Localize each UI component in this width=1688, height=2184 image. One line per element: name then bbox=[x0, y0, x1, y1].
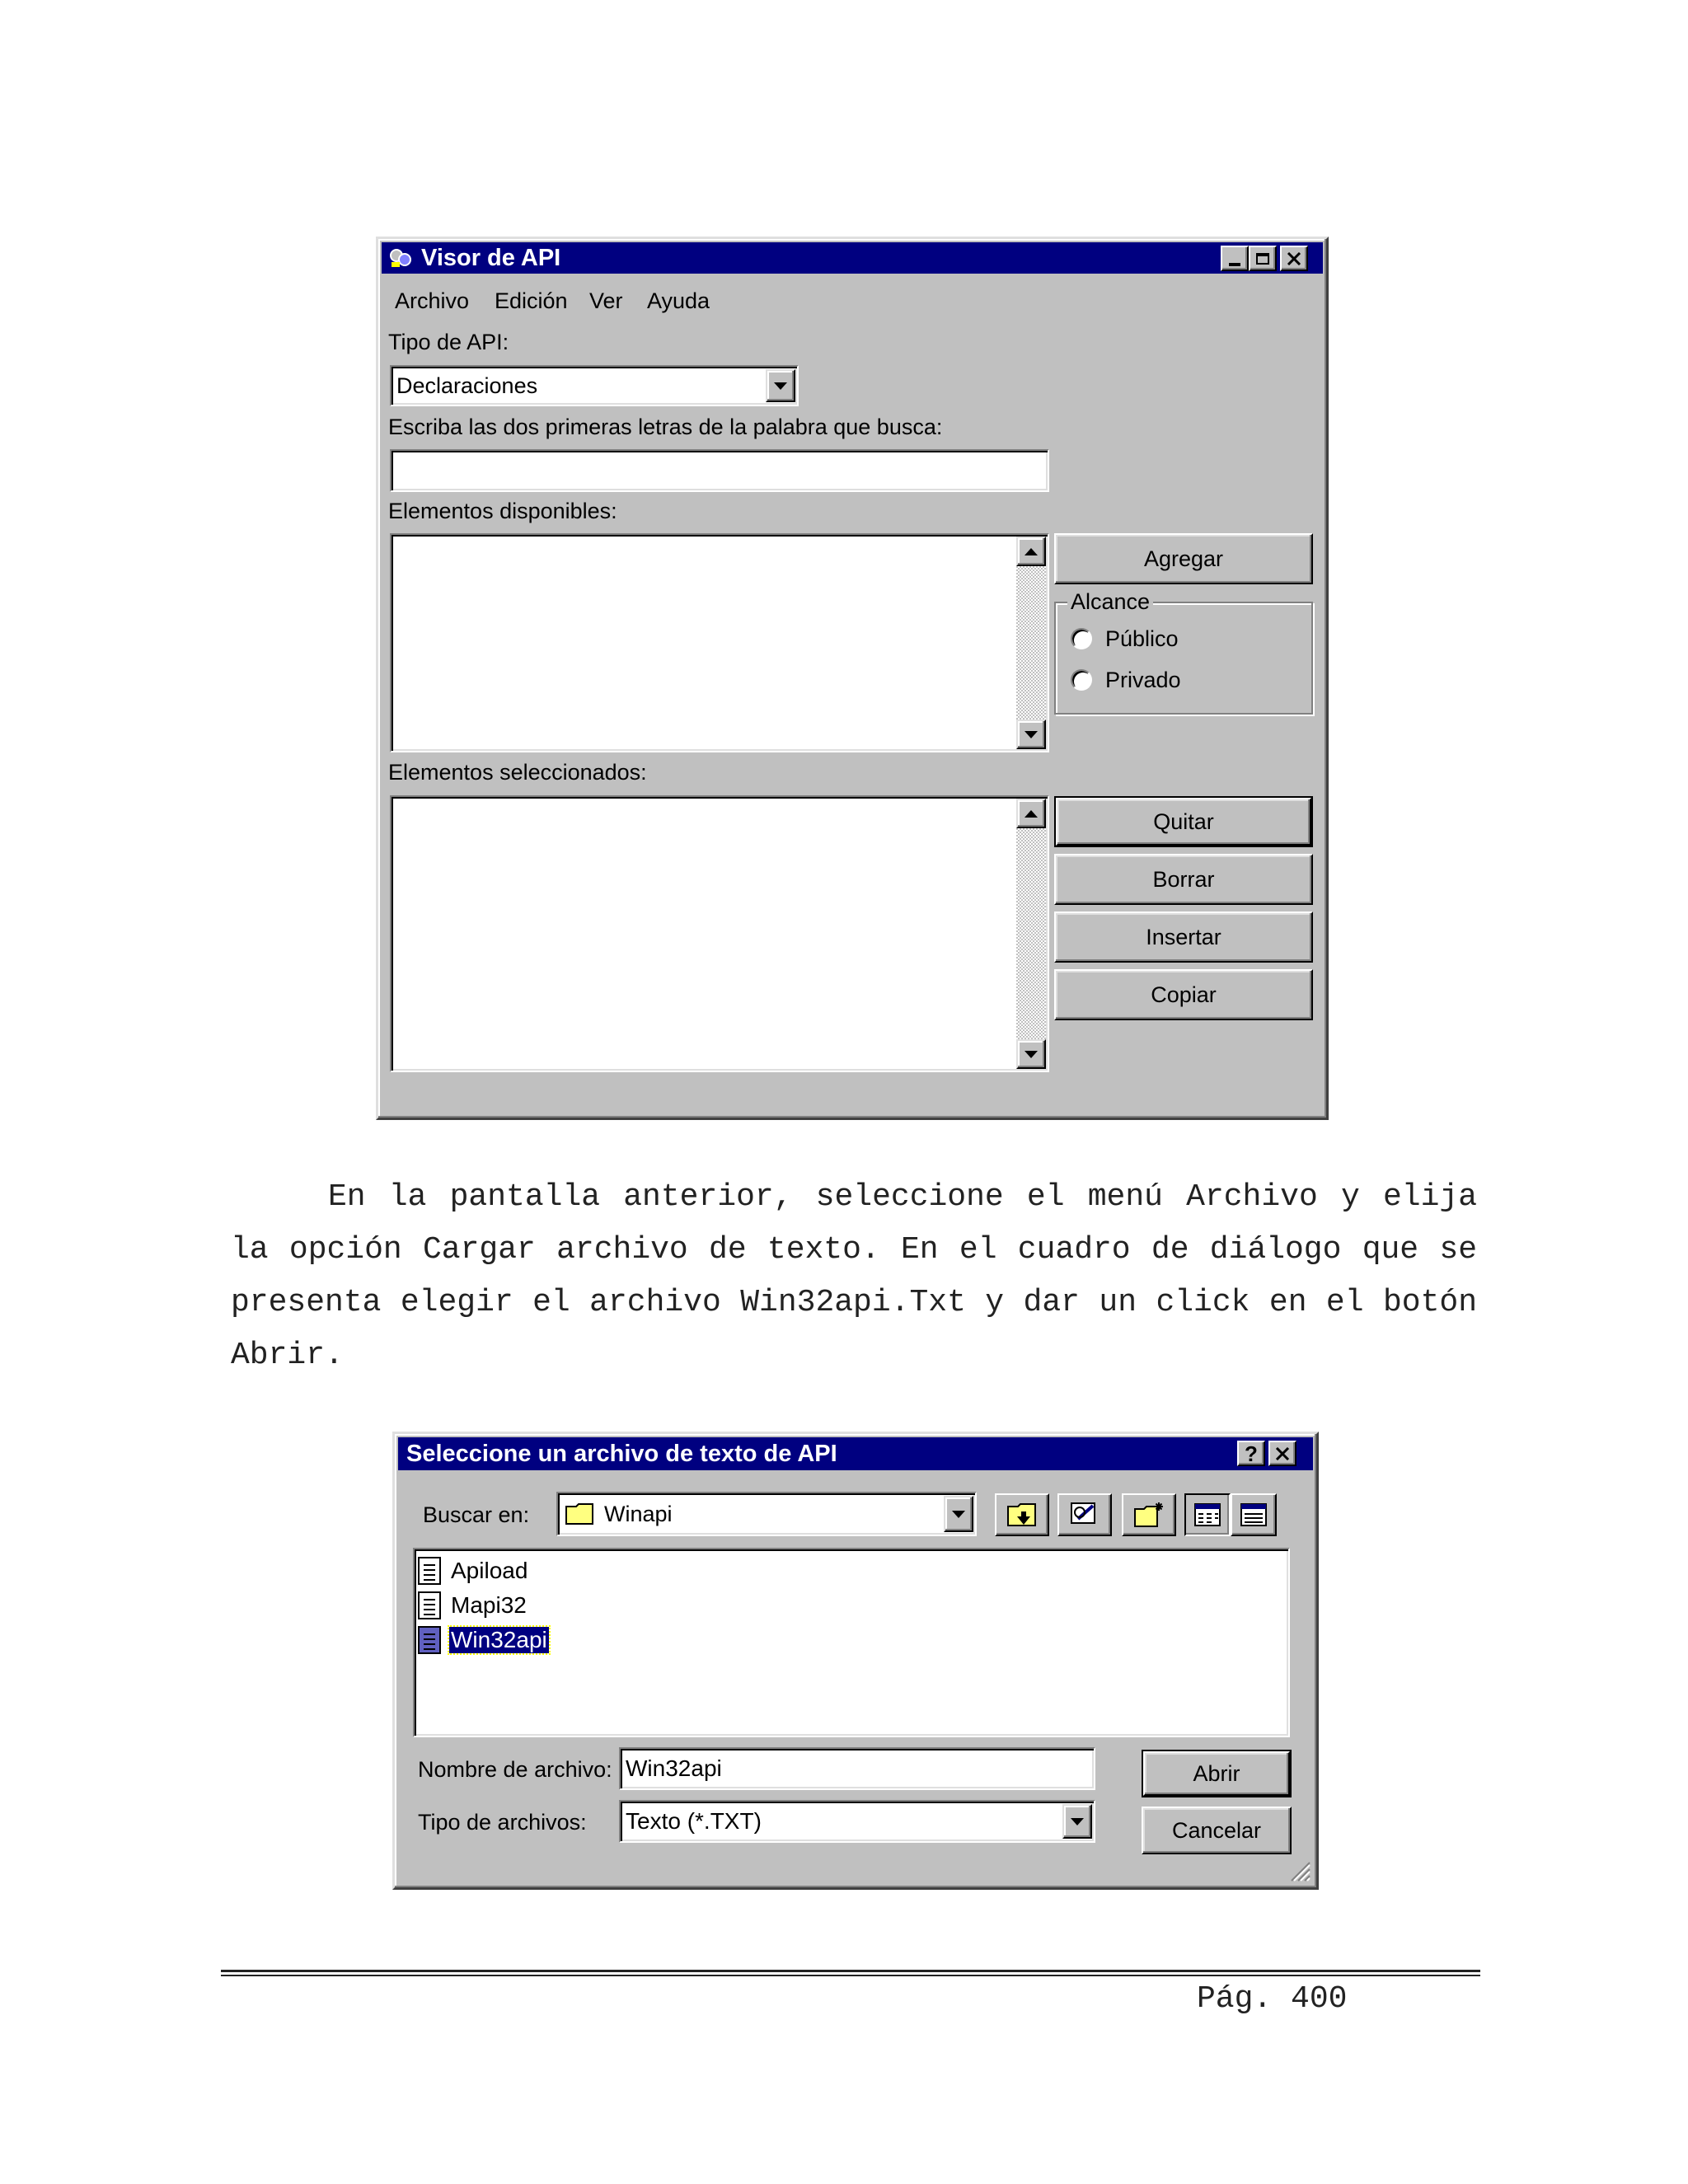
list-view-icon bbox=[1193, 1502, 1221, 1527]
seleccionados-listbox[interactable] bbox=[390, 795, 1049, 1072]
menu-archivo[interactable]: Archivo bbox=[395, 288, 470, 313]
api-viewer-window bbox=[376, 237, 1329, 1120]
details-view-icon bbox=[1240, 1502, 1268, 1527]
file-listview[interactable] bbox=[413, 1548, 1290, 1737]
arrow-down-icon bbox=[1025, 731, 1038, 738]
disponibles-listbox[interactable] bbox=[390, 533, 1049, 752]
tipo-archivos-select[interactable]: Texto (*.TXT) bbox=[619, 1800, 1095, 1843]
file-dialog-title: Seleccione un archivo de texto de API bbox=[406, 1440, 837, 1467]
new-folder-icon bbox=[1132, 1501, 1165, 1529]
list-item[interactable]: Mapi32 bbox=[418, 1591, 527, 1620]
menu-ayuda[interactable]: Ayuda bbox=[647, 288, 710, 313]
desktop-button[interactable] bbox=[1057, 1493, 1112, 1536]
chevron-down-icon bbox=[774, 382, 787, 390]
file-dialog-titlebar[interactable] bbox=[398, 1437, 1313, 1470]
list-view-button[interactable] bbox=[1184, 1493, 1231, 1536]
tipo-api-select[interactable]: Declaraciones bbox=[390, 365, 799, 406]
insertar-button[interactable]: Insertar bbox=[1054, 912, 1313, 963]
details-view-button[interactable] bbox=[1231, 1493, 1277, 1536]
folder-icon bbox=[565, 1502, 596, 1526]
buscar-en-select[interactable]: Winapi bbox=[556, 1492, 977, 1536]
buscar-en-dropdown-button[interactable] bbox=[944, 1496, 973, 1532]
copiar-button[interactable]: Copiar bbox=[1054, 969, 1313, 1020]
help-button[interactable]: ? bbox=[1237, 1441, 1265, 1466]
alcance-label: Alcance bbox=[1067, 589, 1153, 615]
api-viewer-titlebar[interactable] bbox=[382, 242, 1323, 274]
text-file-icon bbox=[418, 1626, 441, 1654]
arrow-up-icon bbox=[1025, 810, 1038, 818]
alcance-group bbox=[1054, 602, 1313, 715]
close-icon bbox=[1275, 1447, 1290, 1460]
footer-rule bbox=[221, 1970, 1480, 1976]
nombre-archivo-input[interactable]: Win32api bbox=[619, 1747, 1095, 1790]
up-folder-button[interactable] bbox=[995, 1493, 1049, 1536]
desktop-icon bbox=[1068, 1501, 1101, 1529]
api-viewer-title: Visor de API bbox=[421, 244, 561, 271]
search-label: Escriba las dos primeras letras de la palabra que busca: bbox=[388, 415, 943, 439]
close-icon bbox=[1287, 252, 1301, 265]
tipo-api-label: Tipo de API: bbox=[388, 330, 509, 354]
minimize-button[interactable] bbox=[1221, 246, 1249, 271]
list-item-selected[interactable]: Win32api bbox=[418, 1625, 549, 1655]
arrow-up-icon bbox=[1025, 548, 1038, 555]
close-button[interactable] bbox=[1268, 1441, 1296, 1466]
buscar-en-label: Buscar en: bbox=[423, 1502, 530, 1527]
text-file-icon bbox=[418, 1557, 441, 1585]
new-folder-button[interactable] bbox=[1122, 1493, 1176, 1536]
disponibles-scroll-down[interactable] bbox=[1016, 719, 1046, 749]
nombre-archivo-label: Nombre de archivo: bbox=[418, 1757, 612, 1782]
list-item[interactable]: Apiload bbox=[418, 1556, 528, 1586]
tipo-api-dropdown-button[interactable] bbox=[766, 369, 795, 402]
app-icon bbox=[388, 247, 413, 269]
privado-label[interactable]: Privado bbox=[1105, 668, 1181, 692]
seleccionados-label: Elementos seleccionados: bbox=[388, 760, 647, 785]
chevron-down-icon bbox=[952, 1511, 965, 1518]
disponibles-scrollbar[interactable] bbox=[1016, 537, 1046, 749]
close-button[interactable] bbox=[1280, 246, 1308, 271]
disponibles-label: Elementos disponibles: bbox=[388, 499, 617, 523]
seleccionados-scrollbar[interactable] bbox=[1016, 799, 1046, 1069]
file-dialog-window bbox=[392, 1432, 1319, 1890]
seleccionados-scroll-up[interactable] bbox=[1016, 799, 1046, 828]
up-folder-icon bbox=[1006, 1502, 1039, 1528]
seleccionados-scroll-down[interactable] bbox=[1016, 1039, 1046, 1069]
body-paragraph: En la pantalla anterior, seleccione el menú Archivo y elija la opción Cargar archivo de texto. En el cuadro de diálogo que se presenta elegir el archivo Win32api.Txt y dar un click en el botón Abrir. bbox=[231, 1179, 1477, 1373]
borrar-button[interactable]: Borrar bbox=[1054, 854, 1313, 905]
cancelar-button[interactable]: Cancelar bbox=[1142, 1807, 1292, 1854]
tipo-archivos-label: Tipo de archivos: bbox=[418, 1810, 587, 1835]
search-input[interactable] bbox=[390, 449, 1049, 492]
page-number: Pág. 400 bbox=[1197, 1981, 1348, 2017]
chevron-down-icon bbox=[1071, 1818, 1084, 1825]
privado-radio[interactable] bbox=[1071, 669, 1092, 691]
arrow-down-icon bbox=[1025, 1051, 1038, 1058]
menu-ver[interactable]: Ver bbox=[589, 288, 623, 313]
tipo-archivos-dropdown-button[interactable] bbox=[1062, 1804, 1092, 1839]
disponibles-scroll-up[interactable] bbox=[1016, 537, 1046, 566]
menu-edicion[interactable]: Edición bbox=[495, 288, 568, 313]
publico-label[interactable]: Público bbox=[1105, 626, 1179, 651]
text-file-icon bbox=[418, 1591, 441, 1619]
publico-radio[interactable] bbox=[1071, 628, 1092, 649]
abrir-button[interactable]: Abrir bbox=[1143, 1751, 1290, 1796]
quitar-button[interactable]: Quitar bbox=[1056, 798, 1311, 846]
agregar-button[interactable]: Agregar bbox=[1054, 533, 1313, 584]
maximize-button[interactable] bbox=[1249, 246, 1277, 271]
resize-grip-icon[interactable] bbox=[1287, 1858, 1311, 1882]
